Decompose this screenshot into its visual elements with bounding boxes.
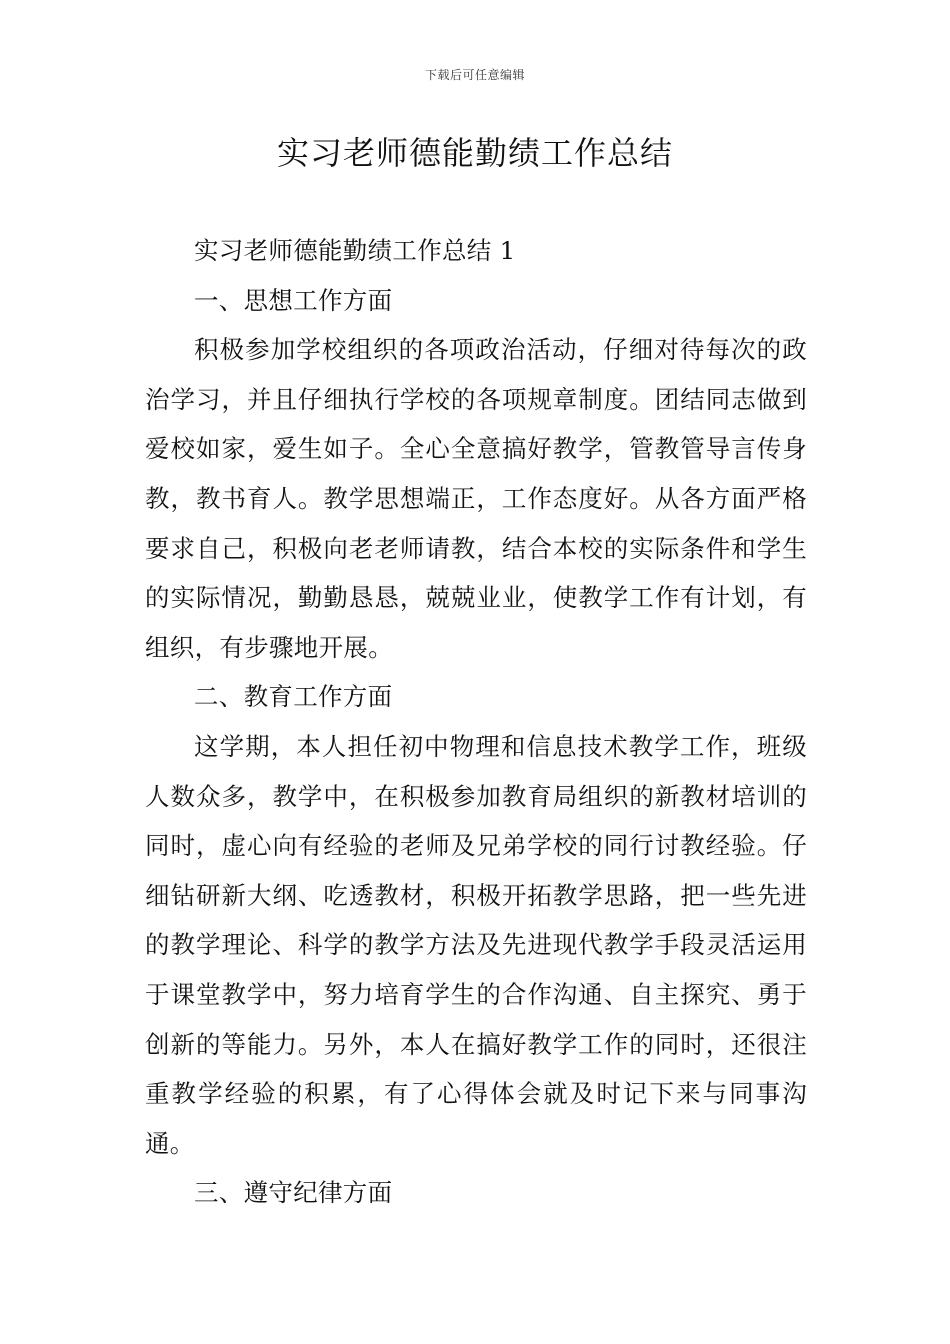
paragraph-ideology: 积极参加学校组织的各项政治活动，仔细对待每次的政治学习，并且仔细执行学校的各项规章制度。团结同志做到爱校如家，爱生如子。全心全意搞好教学，管教管导言传身教，教书育人。教学思想端正，工作态度好。从各方面严格要求自己，积极向老老师请教，结合本校的实际条件和学生的实际情况，勤勤恳恳，兢兢业业，使教学工作有计划，有组织，有步骤地开展。	[145, 335, 807, 662]
document-title: 实习老师德能勤绩工作总结	[276, 134, 673, 172]
section-heading-ideology: 一、思想工作方面	[194, 285, 393, 315]
header-note: 下载后可任意编辑	[424, 68, 525, 82]
paragraph-education: 这学期，本人担任初中物理和信息技术教学工作，班级人数众多，教学中，在积极参加教育局组织的新教材培训的同时，虚心向有经验的老师及兄弟学校的同行讨教经验。仔细钻研新大纲、吃透教材，积极开拓教学思路，把一些先进的教学理论、科学的教学方法及先进现代教学手段灵活运用于课堂教学中，努力培育学生的合作沟通、自主探究、勇于创新的等能力。另外，本人在搞好教学工作的同时，还很注重教学经验的积累，有了心得体会就及时记下来与同事沟通。	[145, 731, 807, 1158]
document-body	[145, 226, 807, 1218]
section-heading-summary-1: 实习老师德能勤绩工作总结 1	[194, 236, 516, 265]
section-heading-discipline: 三、遵守纪律方面	[194, 1178, 393, 1208]
section-heading-education: 二、教育工作方面	[194, 682, 393, 712]
